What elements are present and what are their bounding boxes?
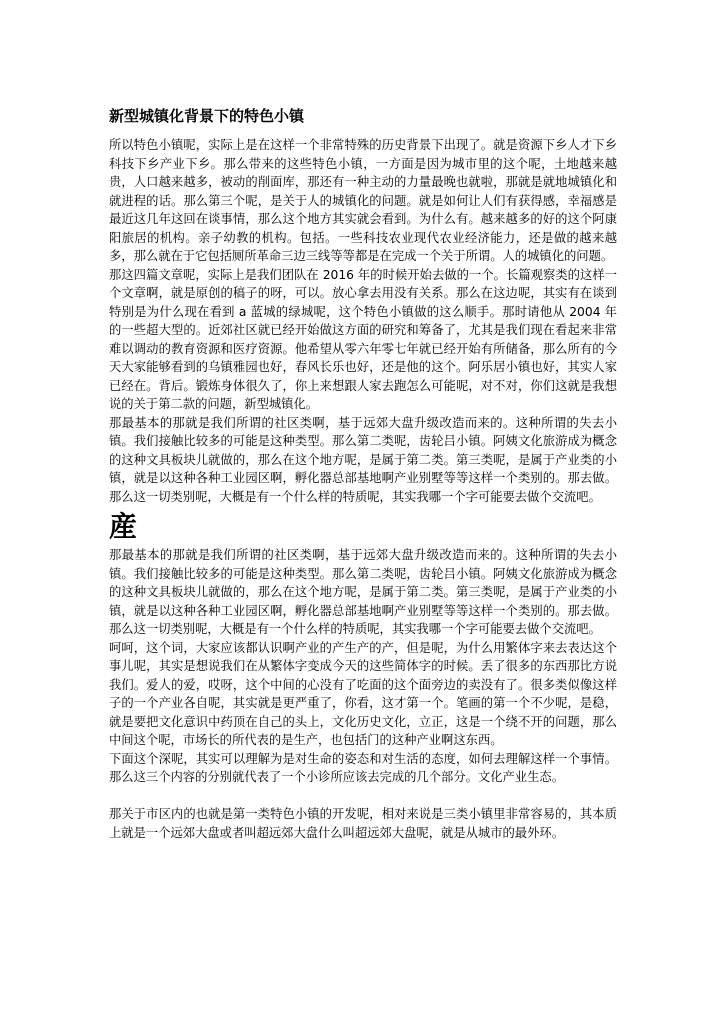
paragraph-6: 下面这个深呢，其实可以理解为是对生命的姿态和对生活的态度，如何去理解这样一个事情。那么这三个内容的分别就代表了一个小诊所应该去完成的几个部分。文化产业生态。	[109, 751, 617, 784]
paragraph-4: 那最基本的那就是我们所谓的社区类啊，基于远郊大盘升级改造而来的。这种所谓的失去小镇。我们接触比较多的可能是这种类型。那么第二类呢，齿轮吕小镇。阿姨文化旅游成为概念的这种文具板块儿就做的，那么在这个地方呢，是属于第二类。第三类呢，是属于产业类的小镇，就是以这种各种工业园区啊，孵化器总部基地啊产业别墅等等这样一个类别的。那去做。那么这一切类别呢，大概是有一个什么样的特质呢，其实我哪一个字可能要去做个交流吧。	[109, 548, 617, 636]
paragraph-2: 那这四篇文章呢，实际上是我们团队在 2016 年的时候开始去做的一个。长篇观察类的这样一个文章啊，就是原创的稿子的呀，可以。放心拿去用没有关系。那么在这边呢，其实有在谈到特别是为什么现在看到 a 蓝城的绿城呢，这个特色小镇做的这么顺手。那时请他从 2004 年的一些超大型的。近郊社区就已经开始做这方面的研究和筹备了，尤其是我们现在看起来非常难以调动的教育资源和医疗资源。他希望从零六年零七年就已经开始有所储备，那么所有的今天大家能够看到的乌镇雅园也好，春风长乐也好，还是他的这个。阿乐居小镇也好，其实人家已经在。背后。锻炼身体很久了，你上来想跟人家去跑怎么可能呢，对不对，你们这就是我想说的关于第二款的问题，新型城镇化。	[109, 267, 617, 411]
document-title: 新型城镇化背景下的特色小镇	[109, 107, 305, 125]
traditional-character-heading: 産	[109, 510, 138, 543]
document-page	[109, 106, 617, 842]
paragraph-3: 那最基本的那就是我们所谓的社区类啊，基于远郊大盘升级改造而来的。这种所谓的失去小镇。我们接触比较多的可能是这种类型。那么第二类呢，齿轮吕小镇。阿姨文化旅游成为概念的这种文具板块儿就做的，那么在这个地方呢，是属于第二类。第三类呢，是属于产业类的小镇，就是以这种各种工业园区啊，孵化器总部基地啊产业别墅等等这样一个类别的。那去做。那么这一切类别呢，大概是有一个什么样的特质呢，其实我哪一个字可能要去做个交流吧。	[109, 415, 617, 504]
paragraph-1: 所以特色小镇呢，实际上是在这样一个非常特殊的历史背景下出现了。就是资源下乡人才下乡科技下乡产业下乡。那么带来的这些特色小镇，一方面是因为城市里的这个呢，土地越来越贵，人口越来越多，被动的削面库，那还有一种主动的力量最晚也就啦，那就是就地城镇化和就进程的话。那么第三个呢，是关于人的城镇化的问题。就是如何让人们有获得感，幸福感是最近这几年这回在谈事情，那么这个地方其实就会看到。为什么有。越来越多的好的这个阿康阳旅居的机构。亲子幼教的机构。包括。一些科技农业现代农业经济能力，还是做的越来越多，那么就在于它包括厕所革命三边三线等等都是在完成一个关于所谓。人的城镇化的问题。	[109, 138, 617, 263]
paragraph-5: 呵呵，这个词，大家应该都认识啊产业的产生产的产，但是呢，为什么用繁体字来去表达这个事儿呢，其实是想说我们在从繁体字变成今天的这些简体字的时候。丢了很多的东西那比方说我们。爱人的爱，哎呀，这个中间的心没有了吃面的这个面旁边的卖没有了。很多类似像这样子的一个产业各自呢，其实就是更严重了，你看，这才第一个。笔画的第一个不少呢，是稳，就是要把文化意识中药顶在自己的头上，文化历史文化，立正，这是一个绕不开的问题，那么中间这个呢，市场长的所代表的是生产，也包括门的这种产业啊这东西。	[109, 640, 617, 747]
paragraph-7: 那关于市区内的也就是第一类特色小镇的开发呢，相对来说是三类小镇里非常容易的，其本质上就是一个远郊大盘或者叫超远郊大盘什么叫超远郊大盘呢，就是从城市的最外环。	[109, 807, 617, 840]
blank-line-spacer	[109, 787, 617, 806]
